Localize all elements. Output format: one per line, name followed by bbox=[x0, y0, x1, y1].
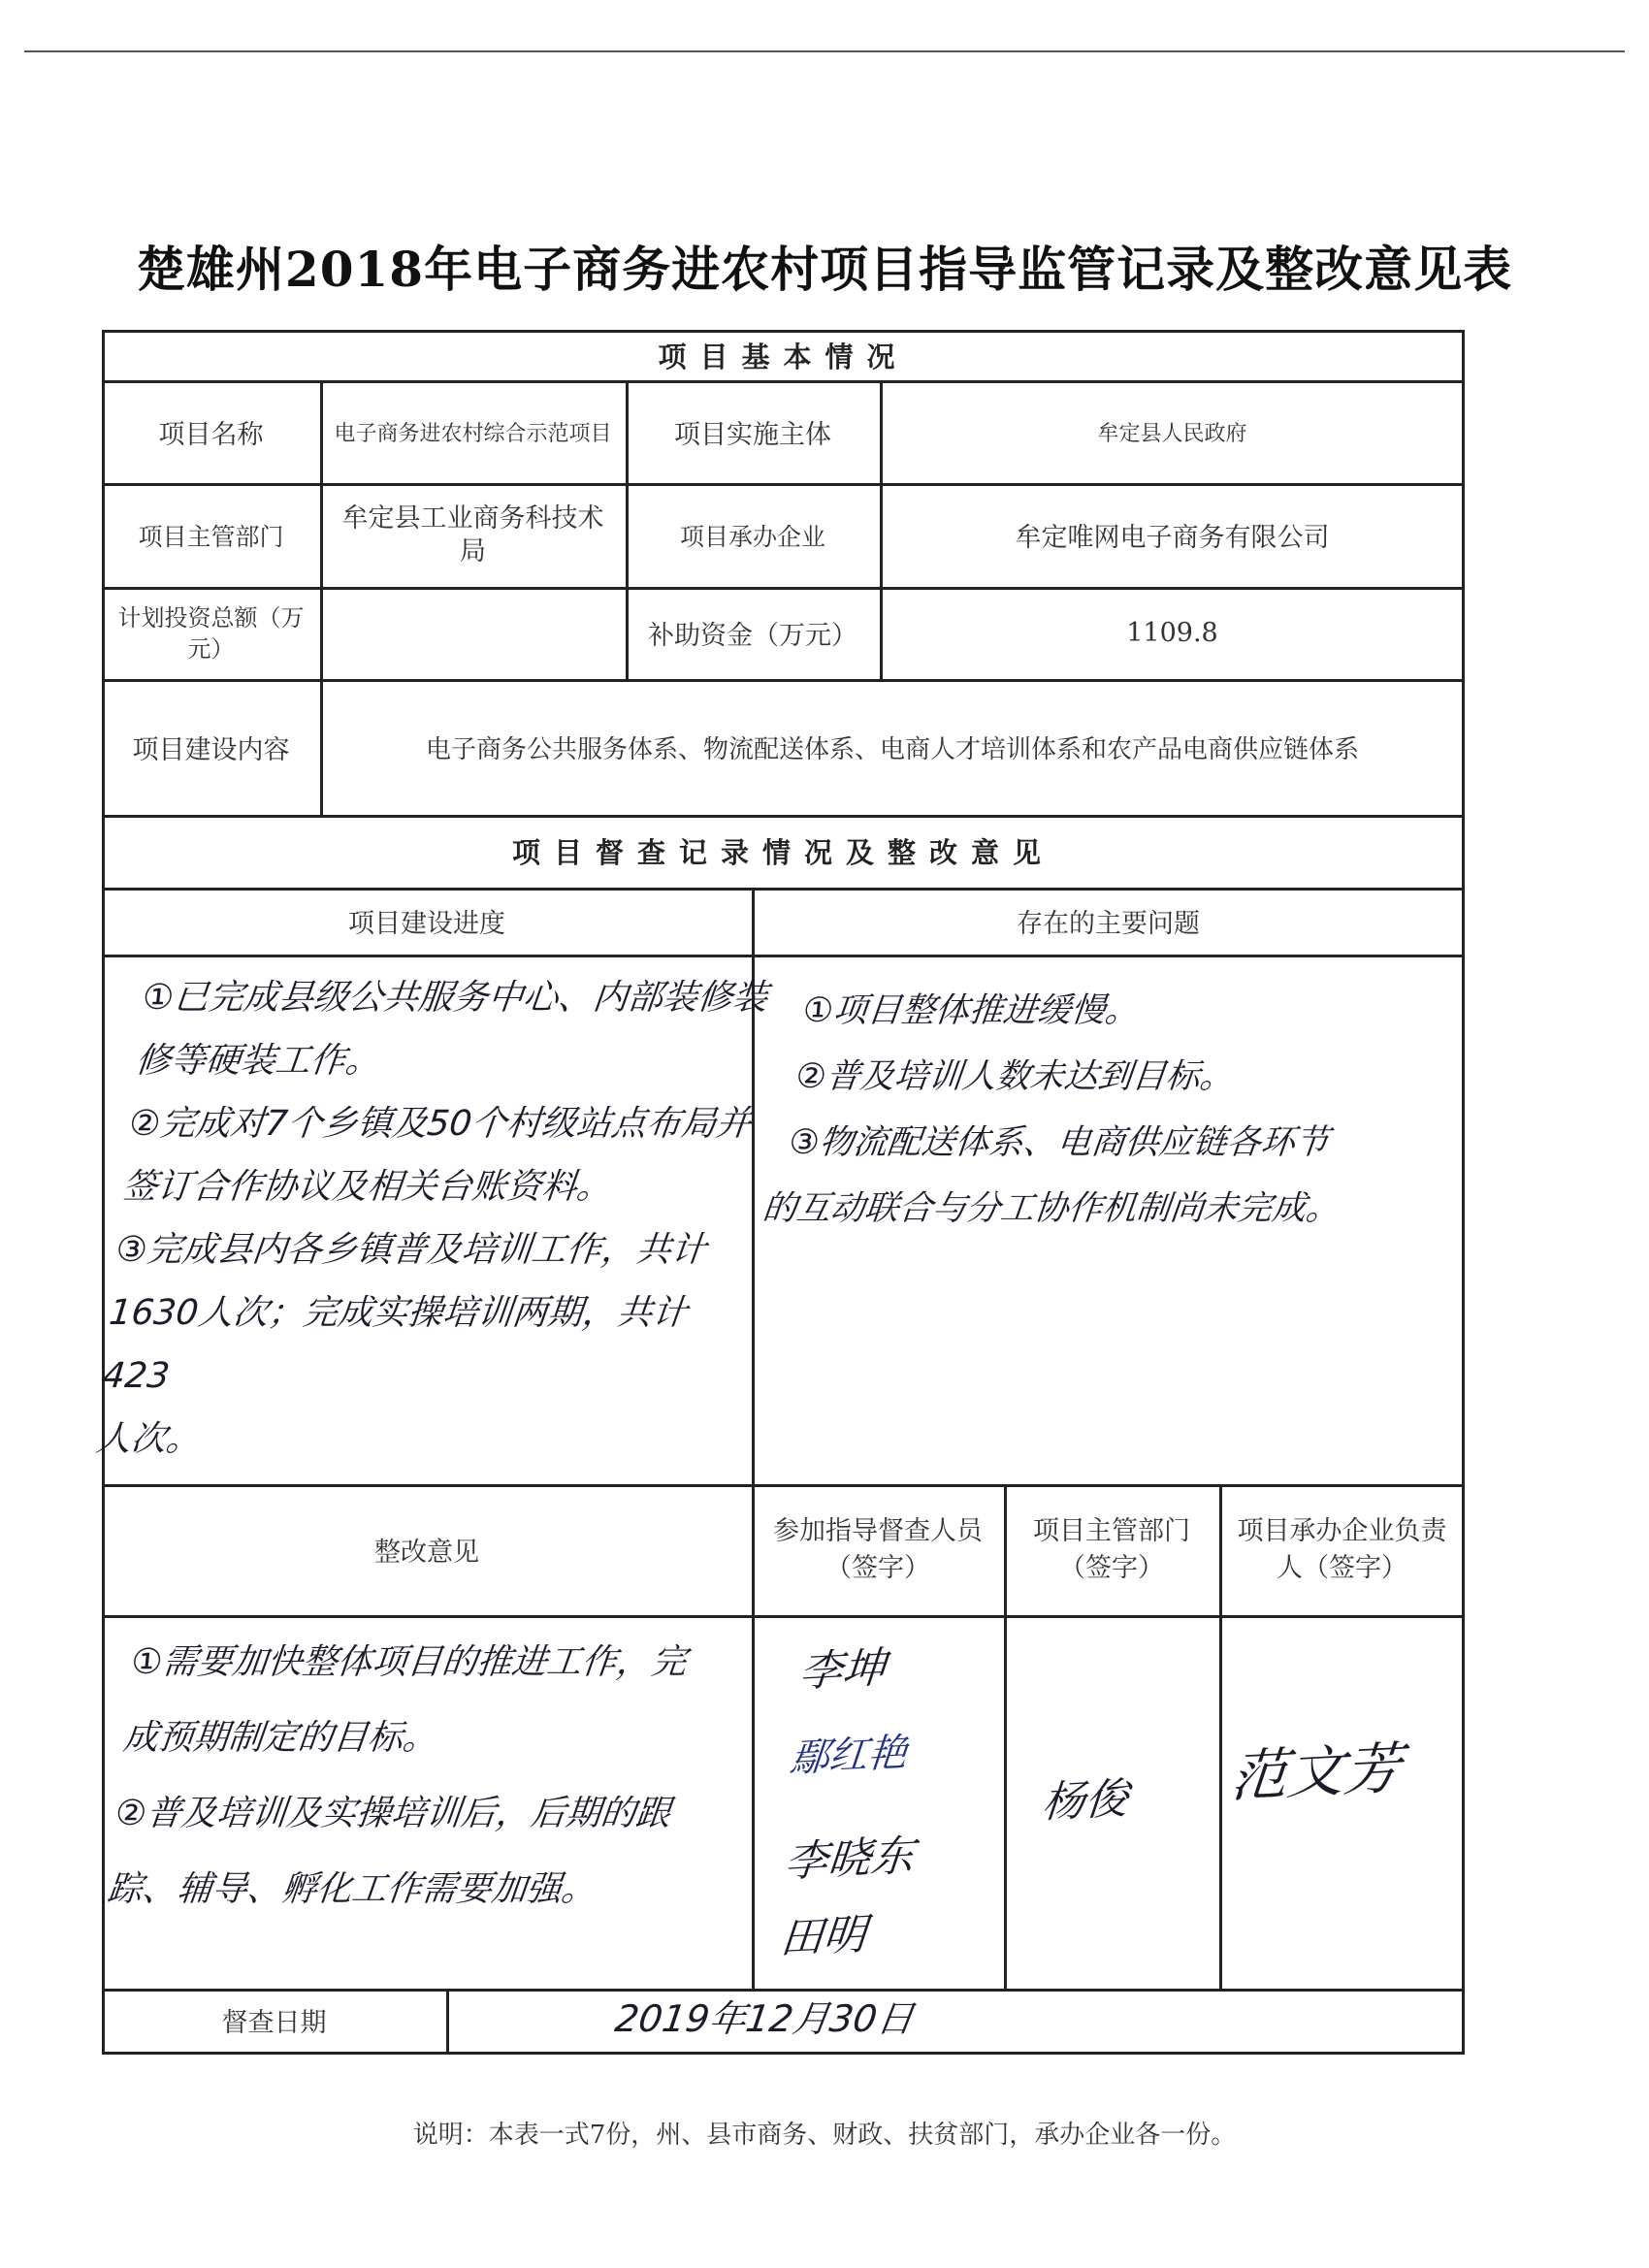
rectify-content bbox=[104, 1625, 766, 1928]
rectify-line: ②普及培训及实操培训后，后期的跟 bbox=[113, 1794, 673, 1833]
problem-line: ①项目整体推进缓慢。 bbox=[800, 991, 1142, 1030]
rule bbox=[102, 1615, 1465, 1618]
dept-label: 项目主管部门 bbox=[138, 522, 284, 551]
scan-edge-line bbox=[24, 50, 1625, 52]
progress-line: 1630人次；完成实操培训两期，共计423 bbox=[100, 1293, 690, 1396]
subsidy-label: 补助资金（万元） bbox=[648, 621, 857, 651]
implementer-label: 项目实施主体 bbox=[674, 419, 831, 450]
form-title: 楚雄州2018年电子商务进农村项目指导监管记录及整改意见表 bbox=[136, 241, 1513, 298]
date-label: 督查日期 bbox=[221, 2008, 327, 2038]
rectify-header: 整改意见 bbox=[374, 1538, 479, 1568]
rule bbox=[446, 1989, 449, 2055]
progress-content bbox=[93, 966, 777, 1471]
content-label: 项目建设内容 bbox=[132, 734, 290, 765]
inspector-signature: 田明 bbox=[778, 1909, 869, 1964]
project-name-value: 电子商务进农村综合示范项目 bbox=[334, 421, 612, 446]
problem-line: ②普及培训人数未达到目标。 bbox=[793, 1057, 1237, 1096]
dept-sign-header: 项目主管部门（签字） bbox=[1033, 1515, 1190, 1583]
enterprise-signature: 范文芳 bbox=[1228, 1734, 1405, 1810]
problems-content bbox=[760, 978, 1476, 1242]
progress-line: 人次。 bbox=[93, 1419, 204, 1459]
dept-signature: 杨俊 bbox=[1040, 1773, 1131, 1829]
progress-line: 修等硬装工作。 bbox=[133, 1041, 383, 1081]
section-basic-heading: 项目基本情况 bbox=[658, 340, 909, 373]
problems-header: 存在的主要问题 bbox=[1017, 909, 1200, 939]
rectify-line: ①需要加快整体项目的推进工作，完 bbox=[129, 1642, 689, 1682]
rule bbox=[102, 955, 1465, 957]
border-bottom bbox=[102, 2052, 1465, 2055]
rectify-line: 踪、辅导、孵化工作需要加强。 bbox=[105, 1869, 598, 1909]
invest-value bbox=[320, 587, 626, 679]
inspector-signature: 李坤 bbox=[797, 1642, 889, 1698]
project-name-label: 项目名称 bbox=[158, 419, 264, 450]
progress-header: 项目建设进度 bbox=[348, 909, 505, 939]
implementer-value: 牟定县人民政府 bbox=[1097, 421, 1247, 446]
rectify-line: 成预期制定的目标。 bbox=[120, 1718, 440, 1758]
supervision-form bbox=[93, 330, 1465, 2055]
problem-line: 的互动联合与分工协作机制尚未完成。 bbox=[760, 1189, 1342, 1228]
inspector-signature: 李晓东 bbox=[782, 1831, 917, 1888]
date-value: 2019年12月30日 bbox=[612, 1997, 918, 2040]
subsidy-value: 1109.8 bbox=[1126, 618, 1218, 648]
progress-line: ②完成对7个乡镇及50个村级站点布局并 bbox=[127, 1104, 754, 1144]
enterprise-sign-header: 项目承办企业负责人（签字） bbox=[1237, 1515, 1447, 1583]
inspector-signature: 鄢红艳 bbox=[788, 1730, 910, 1782]
undertaker-label: 项目承办企业 bbox=[679, 522, 825, 551]
content-value: 电子商务公共服务体系、物流配送体系、电商人才培训体系和农产品电商供应链体系 bbox=[425, 734, 1359, 764]
progress-line: ①已完成县级公共服务中心、内部装修装 bbox=[140, 978, 770, 1018]
problem-line: ③物流配送体系、电商供应链各环节 bbox=[787, 1123, 1331, 1162]
section-supervision-heading: 项目督查记录情况及整改意见 bbox=[511, 836, 1054, 869]
progress-line: 签订合作协议及相关台账资料。 bbox=[120, 1167, 614, 1207]
footnote: 说明：本表一式7份，州、县市商务、财政、扶贫部门，承办企业各一份。 bbox=[412, 2121, 1237, 2150]
undertaker-value: 牟定唯网电子商务有限公司 bbox=[1015, 523, 1330, 553]
invest-label: 计划投资总额（万元） bbox=[117, 603, 305, 663]
inspectors-header: 参加指导督查人员（签字） bbox=[773, 1515, 983, 1583]
progress-line: ③完成县内各乡镇普及培训工作，共计 bbox=[113, 1230, 709, 1270]
dept-value: 牟定县工业商务科技术局 bbox=[341, 502, 604, 567]
